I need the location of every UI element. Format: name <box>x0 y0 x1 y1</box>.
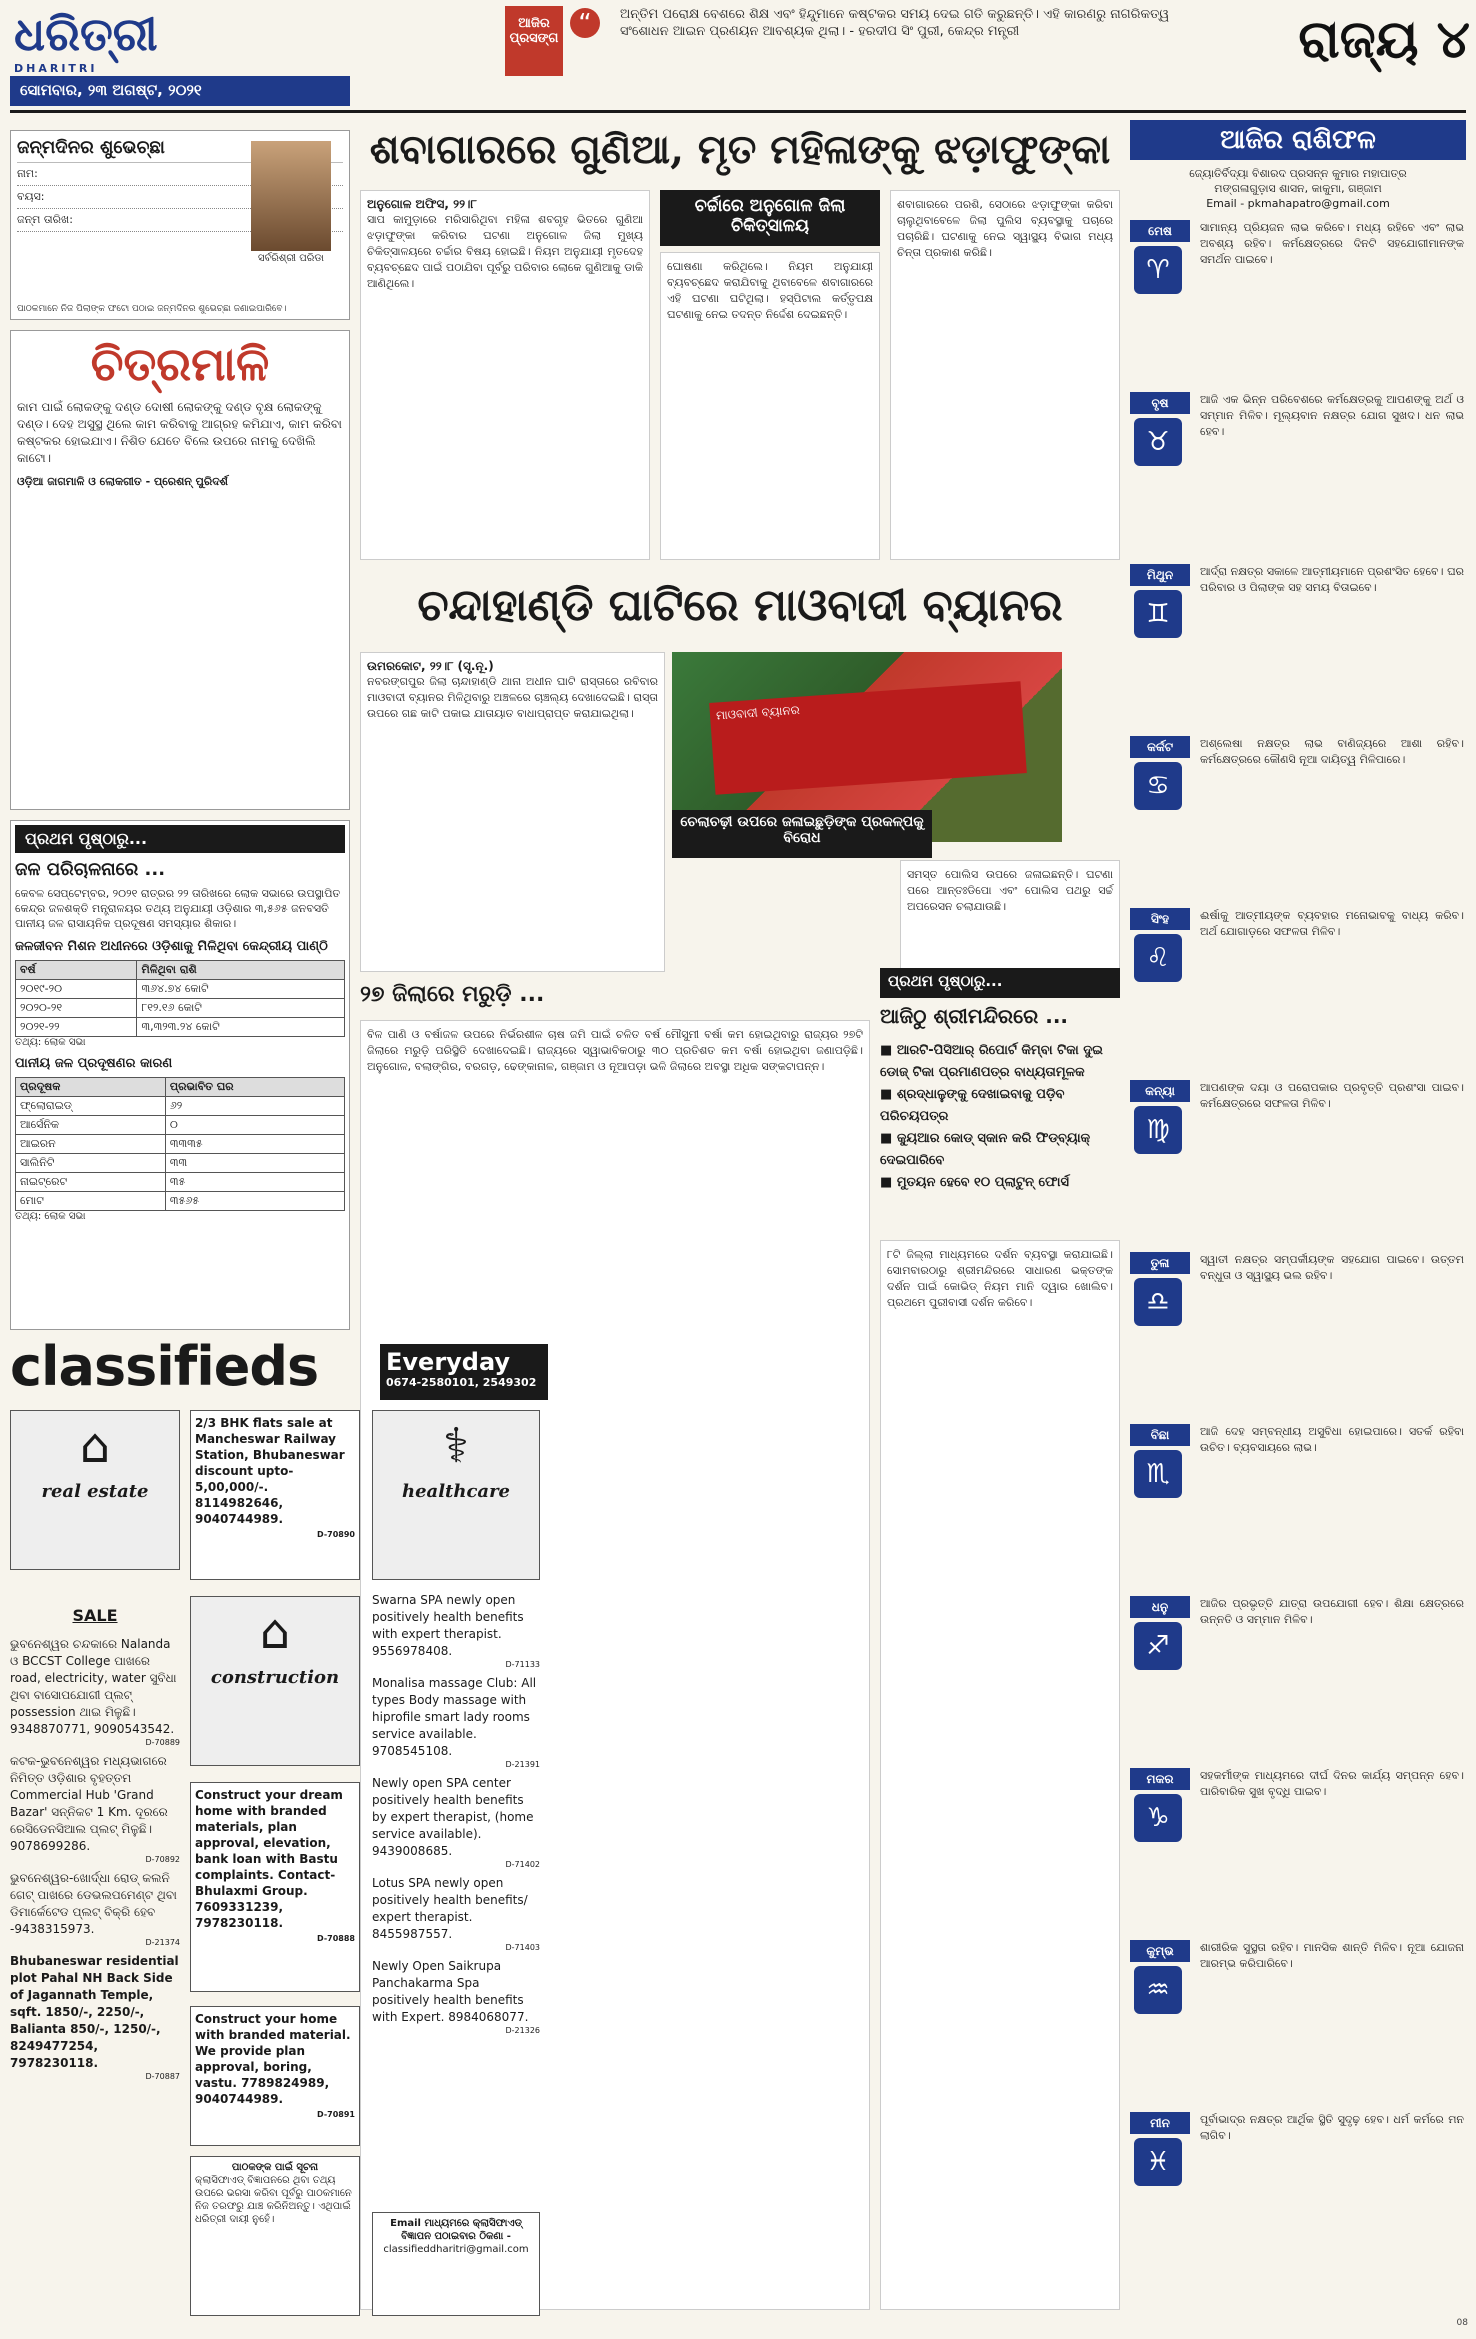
sign-label: କର୍କଟ <box>1130 736 1190 758</box>
ad-code: D-70889 <box>145 1738 180 1747</box>
story1-col3 <box>890 190 1120 560</box>
sign-text: ଆଜି ଦେହ ସମ୍ବନ୍ଧୀୟ ଅସୁବିଧା ହୋଇପାରେ। ସତର୍କ ରହିବା ଉଚିତ। ବ୍ୟବସାୟରେ ଲାଭ। <box>1200 1425 1464 1454</box>
sign-label: ମିଥୁନ <box>1130 564 1190 586</box>
sign-text: ଈର୍ଷାକୁ ଆତ୍ମୀୟଙ୍କ ବ୍ୟବହାର ମନୋଭାବକୁ ବାଧ୍ୟ କରିବ। ଅର୍ଥ ଯୋଗାଡ଼ରେ ସଫଳତା ମିଳିବ। <box>1200 909 1464 938</box>
left-story-title: ଜଳ ପରିଚାଳନାରେ ... <box>15 859 166 880</box>
house-icon: ⌂ <box>79 1418 111 1474</box>
notice-title: ପାଠକଙ୍କ ପାଇଁ ସୂଚନା <box>231 2162 319 2173</box>
sale-label: SALE <box>72 1606 118 1625</box>
ad-item: କଟକ-ଭୁବନେଶ୍ୱର ମଧ୍ୟଭାଗରେ ନିମିତ୍ତ ଓଡ଼ିଶାର ବୃହତ୍ତମ Commercial Hub 'Grand Bazar' ସନ୍ନିକଟ 1 Km. ଦୂରରେ ରେସିଡେନସିଆଲ ପ୍ଲଟ୍ ମିଳୁଛି। 9078699286. <box>10 1754 168 1853</box>
cell: ଆଇରନ <box>16 1135 166 1154</box>
sign-item <box>1130 1940 1466 2104</box>
ad-code: D-71403 <box>505 1943 540 1952</box>
ad-code: D-70892 <box>145 1855 180 1864</box>
quote-text: ଅନ୍ତିମ ପରୋକ୍ଷ ବେଶରେ ଶିକ୍ଷ ଏବଂ ହିନ୍ଦୁମାନେ କଷ୍ଟକର ସମୟ ଦେଇ ଗତି କରୁଛନ୍ତି। ଏହି କାରଣରୁ ନାଗରିକତ୍ୱ ସଂଶୋଧନ ଆଇନ ପ୍ରଣୟନ ଆବଶ୍ୟକ ଥିଲା। - ହରଦୀପ ସିଂ ପୁରୀ, କେନ୍ଦ୍ର ମନ୍ତ୍ରୀ <box>620 7 1170 39</box>
zodiac-icon: ♏ <box>1134 1450 1182 1498</box>
table-row <box>16 1097 345 1116</box>
story4-label: ପ୍ରଥମ ପୃଷ୍ଠାରୁ... <box>880 968 1120 998</box>
horoscope-column <box>1130 120 1466 2320</box>
page-number: 08 <box>1456 2318 1468 2328</box>
email-box <box>372 2212 540 2316</box>
left-story <box>10 820 350 1330</box>
ad-construct-2 <box>190 2006 360 2146</box>
story2-col1 <box>360 652 665 972</box>
birthday-field-dob: ଜନ୍ମ ତାରିଖ: <box>17 213 343 232</box>
sign-item <box>1130 736 1466 900</box>
table2-head-count: ପ୍ରଭାବିତ ଘର <box>165 1078 344 1097</box>
sign-item <box>1130 2112 1466 2276</box>
masthead-rule <box>10 110 1466 113</box>
story2-dateline: ଉମରକୋଟ, ୨୨।୮ (ସୃ.ନୂ.) <box>367 659 494 673</box>
funds-table <box>15 960 345 1037</box>
birthday-card <box>10 130 350 320</box>
ad-code: D-21391 <box>505 1760 540 1769</box>
photo-label: ସର୍ବରିଶ୍ରୀ ପରିଡା <box>257 253 325 264</box>
story2-col3 <box>900 860 1120 972</box>
construction-label: construction <box>210 1667 340 1688</box>
table1-source: ତଥ୍ୟ: ଲୋକ ସଭା <box>15 1037 86 1048</box>
cell: ୨୦୨୦-୨୧ <box>16 999 137 1018</box>
sign-item <box>1130 1424 1466 1588</box>
sign-label: କୁମ୍ଭ <box>1130 1940 1190 1962</box>
everyday-label: Everyday <box>386 1348 511 1376</box>
ad-code: D-21374 <box>145 1938 180 1947</box>
story2-col3-text: ସମସ୍ତ ପୋଲିସ ଉପରେ ଜଳାଇଛନ୍ତି। ଘଟଣା ପରେ ଆନ୍ତଃଡିପୋ ଏବଂ ପୋଲିସ ପଥରୁ ସର୍ଚ୍ଚ ଅପରେସନ ଚଲାଯାଉଛି। <box>907 868 1113 913</box>
story1-col2 <box>660 252 880 560</box>
cell: ୨୦୧୯-୨୦ <box>16 980 137 999</box>
table-row <box>16 1192 345 1211</box>
ads-col1 <box>10 1636 180 2316</box>
sign-text: ଅଶ୍ଲେଷା ନକ୍ଷତ୍ର ଲାଭ ବାଣିଜ୍ୟରେ ଆଶା ରହିବ। କର୍ମକ୍ଷେତ୍ରରେ କୌଣସି ନୂଆ ଦାୟିତ୍ୱ ମିଳିପାରେ। <box>1200 737 1464 766</box>
cell: ଆର୍ସେନିକ <box>16 1116 166 1135</box>
sign-item <box>1130 1768 1466 1932</box>
story4-bullets <box>880 1040 1120 1230</box>
sign-label: ଧନୁ <box>1130 1596 1190 1618</box>
cell: ୩,୩୨୩.୨୪ କୋଟି <box>137 1018 345 1037</box>
cell: ୨୦୨୧-୨୨ <box>16 1018 137 1037</box>
sign-label: ସିଂହ <box>1130 908 1190 930</box>
email-address[interactable]: classifieddharitri@gmail.com <box>383 2244 529 2255</box>
ad-text: Construct your home with branded material. We provide plan approval, boring, vastu. 7789824989, 9040744989. <box>195 2012 351 2106</box>
table2-head-pollutant: ପ୍ରଦୂଷକ <box>16 1078 166 1097</box>
logo-sub: DHARITRI <box>14 62 98 75</box>
cell: ୮୧୨.୧୬ କୋଟି <box>137 999 345 1018</box>
quote-icon: “ <box>570 8 600 38</box>
zodiac-icon: ♓ <box>1134 2138 1182 2186</box>
zodiac-icon: ♉ <box>1134 418 1182 466</box>
table-row <box>16 1154 345 1173</box>
birthday-note: ପାଠକମାନେ ନିଜ ପିଲାଙ୍କ ଫଟୋ ପଠାଇ ଜନ୍ମଦିନର ଶୁଭେଚ୍ଛା ଜଣାଇପାରିବେ। <box>17 304 287 314</box>
page-label: ରାଜ୍ୟ ୪ <box>1298 9 1470 70</box>
quote-tag: ଆଜିର ପ୍ରସଙ୍ଗ <box>505 6 563 76</box>
cell: ୦ <box>165 1116 344 1135</box>
pollution-table <box>15 1077 345 1211</box>
story3-text: ବିଳ ପାଣି ଓ ବର୍ଷାଜଳ ଉପରେ ନିର୍ଭରଶୀଳ ଚାଷ ଜମି ପାଇଁ ଚଳିତ ବର୍ଷ ମୌସୁମୀ ବର୍ଷା କମ ହୋଇଥିବାରୁ ରାଜ୍ୟର ୨୭ଟି ଜିଲାରେ ମରୁଡ଼ି ପରିସ୍ଥିତି ଦେଖାଦେଇଛି। ରାଜ୍ୟରେ ସ୍ୱାଭାବିକଠାରୁ ୩୦ ପ୍ରତିଶତ କମ ବର୍ଷା ହୋଇଥିବା ଜଣାପଡ଼ିଛି। ଅନୁଗୋଳ, ବଲାଙ୍ଗିର, ବରଗଡ଼, ଢେଙ୍କାନାଳ, ଗଞ୍ଜାମ ଓ ନୂଆପଡ଼ା ଭଳି ଜିଲାରେ ଅବସ୍ଥା ଅଧିକ ସଙ୍କଟାପନ୍ନ। <box>367 1028 863 1073</box>
sign-text: ସାମାନ୍ୟ ପ୍ରିୟଜନ ଲାଭ କରିବେ। ମଧ୍ୟ ରହିବେ ଏବଂ ଲାଭ ଅବଶ୍ୟ ରହିବ। କର୍ମକ୍ଷେତ୍ରରେ ଦିନଟି ସହଯୋଗୀମାନଙ୍କ ସମର୍ଥନ ପାଇବେ। <box>1200 221 1464 266</box>
ad-code: D-70887 <box>145 2072 180 2081</box>
left-story-body: କେବଳ ସେପ୍ଟେମ୍ବର, ୨୦୨୧ ରାତ୍ରର ୨୨ ତାରିଖରେ ଲୋକ ସଭାରେ ଉପସ୍ଥାପିତ କେନ୍ଦ୍ର ଜଳଶକ୍ତି ମନ୍ତ୍ରାଳୟର ତଥ୍ୟ ଅନୁଯାୟୀ ଓଡ଼ିଶାର ୩,୫୬୫ ଜନବସତି ପାନୀୟ ଜଳ ରାସାୟନିକ ପ୍ରଦୂଷଣ ସମସ୍ୟାର ଶିକାର। <box>15 887 341 930</box>
story4-title: ଆଜିଠୁ ଶ୍ରୀମନ୍ଦିରରେ ... <box>880 1004 1069 1028</box>
birthday-field-name: ନାମ: <box>17 167 343 186</box>
reader-notice <box>190 2156 360 2316</box>
sign-label: ମୀନ <box>1130 2112 1190 2134</box>
ad-code: D-70891 <box>317 2110 355 2119</box>
sign-text: ଶାରୀରିକ ସୁସ୍ଥତା ରହିବ। ମାନସିକ ଶାନ୍ତି ମିଳିବ। ନୂଆ ଯୋଜନା ଆରମ୍ଭ କରିପାରିବେ। <box>1200 1941 1464 1970</box>
ad-item: Monalisa massage Club: All types Body massage with hiprofile smart lady rooms service available. 9708545108. <box>372 1676 537 1758</box>
ad-construct-1 <box>190 1782 360 1992</box>
real-estate-tile <box>10 1410 180 1570</box>
story1-subhead: ଚର୍ଚ୍ଚାରେ ଅନୁଗୋଳ ଜିଲା ଚିକିତ୍ସାଳୟ <box>660 190 880 246</box>
zodiac-icon: ♐ <box>1134 1622 1182 1670</box>
table2-source: ତଥ୍ୟ: ଲୋକ ସଭା <box>15 1211 86 1222</box>
healthcare-tile <box>372 1410 540 1580</box>
cell: ୩୫୬୫ <box>165 1192 344 1211</box>
sign-item <box>1130 1252 1466 1416</box>
zodiac-icon: ♊ <box>1134 590 1182 638</box>
zodiac-icon: ♎ <box>1134 1278 1182 1326</box>
story1-col1-text: ସାପ କାମୁଡ଼ାରେ ମରିସାରିଥିବା ମହିଳା ଶବଗୃହ ଭିତରେ ଗୁଣିଆ ଝଡ଼ାଫୁଙ୍କା କରିବାର ଘଟଣା ଅନୁଗୋଳ ଜିଲା ମୁଖ୍ୟ ଚିକିତ୍ସାଳୟରେ ଚର୍ଚ୍ଚାର ବିଷୟ ହୋଇଛି। ନିୟମ ଅନୁଯାୟୀ ମୃତଦେହ ବ୍ୟବଚ୍ଛେଦ ପାଇଁ ପଠାଯିବା ପୂର୍ବରୁ ପରିବାର ଲୋକେ ଗୁଣିଆକୁ ଡାକି ଆଣିଥିଲେ। <box>367 213 643 290</box>
story2-col1-text: ନବରଙ୍ଗପୁର ଜିଲା ଚାନ୍ଦାହାଣ୍ଡି ଥାନା ଅଧୀନ ଘାଟି ରାସ୍ତାରେ ରବିବାର ମାଓବାଦୀ ବ୍ୟାନର ମିଳିଥିବାରୁ ଅଞ୍ଚଳରେ ଚାଞ୍ଚଲ୍ୟ ଦେଖାଦେଇଛି। ରାସ୍ତା ଉପରେ ଗଛ କାଟି ପକାଇ ଯାତାୟାତ ବାଧାପ୍ରାପ୍ତ କରାଯାଇଥିଲା। <box>367 675 658 720</box>
table2-title: ପାନୀୟ ଜଳ ପ୍ରଦୂଷଣର କାରଣ <box>15 1056 173 1071</box>
sign-label: ବିଛା <box>1130 1424 1190 1446</box>
sign-item <box>1130 1596 1466 1760</box>
story1-col2-text: ଘୋଷଣା କରିଥିଲେ। ନିୟମ ଅନୁଯାୟୀ ବ୍ୟବଚ୍ଛେଦ କରାଯିବାକୁ ଥିବାବେଳେ ଶବାଗାରରେ ଏହି ଘଟଣା ଘଟିଥିଲା। ହସ୍ପିଟାଲ କର୍ତ୍ତୃପକ୍ଷ ଘଟଣାକୁ ନେଇ ତଦନ୍ତ ନିର୍ଦ୍ଦେଶ ଦେଇଛନ୍ତି। <box>667 260 873 321</box>
sign-item <box>1130 908 1466 1072</box>
cell: ଫ୍ଲୋରାଇଡ୍ <box>16 1097 166 1116</box>
classifieds-everyday <box>380 1344 548 1400</box>
story4-body <box>880 1240 1120 2310</box>
logo-name: ଧରିତ୍ରୀ <box>14 7 158 61</box>
bullet-item: ■ ଆରଟି-ପିସିଆର୍ ରିପୋର୍ଟ କିମ୍ବା ଟିକା ଦୁଇ ଡୋଜ୍ ଟିକା ପ୍ରମାଣପତ୍ର ବାଧ୍ୟତାମୂଳକ <box>880 1040 1120 1084</box>
sign-item <box>1130 220 1466 384</box>
cell: ୩୩୩୫ <box>165 1135 344 1154</box>
email-title: Email ମାଧ୍ୟମରେ କ୍ଲାସିଫାଏଡ୍ ବିଜ୍ଞାପନ ପଠାଇବାର ଠିକଣା - <box>390 2218 522 2242</box>
bullet-item: ■ ଶ୍ରଦ୍ଧାଳୁଙ୍କୁ ଦେଖାଇବାକୁ ପଡ଼ିବ ପରିଚୟପତ୍ର <box>880 1084 1120 1128</box>
sign-text: ଆଜିର ପ୍ରଭୃତ୍ତି ଯାତ୍ରା ଉପଯୋଗୀ ହେବ। ଶିକ୍ଷା କ୍ଷେତ୍ରରେ ଉନ୍ନତି ଓ ସମ୍ମାନ ମିଳିବ। <box>1200 1597 1464 1626</box>
table-row <box>16 1018 345 1037</box>
story1-dateline: ଅନୁଗୋଳ ଅଫିସ, ୨୨।୮ <box>367 197 477 211</box>
ad-code: D-70890 <box>317 1530 355 1539</box>
sign-item <box>1130 564 1466 728</box>
bullet-item: ■ ମୁତୟନ ହେବେ ୧୦ ପ୍ଲାଟୁନ୍ ଫୋର୍ସ <box>880 1172 1120 1194</box>
ad-flats <box>190 1410 360 1580</box>
sign-label: ତୁଳା <box>1130 1252 1190 1274</box>
zodiac-icon: ♋ <box>1134 762 1182 810</box>
ad-item: ଭୁବନେଶ୍ୱର ଚନ୍ଦକାରେ Nalanda ଓ BCCST College ପାଖରେ road, electricity, water ସୁବିଧା ଥିବା ବାସୋପଯୋଗୀ ପ୍ଲଟ୍ possession ଥାଇ ମିଳୁଛି। 9348870771, 9090543542. <box>10 1637 177 1736</box>
table-row <box>16 1116 345 1135</box>
satire-text: କାମ ପାଇଁ ଲୋକଙ୍କୁ ଦଣ୍ଡ ଦୋଷୀ ଲୋକଙ୍କୁ ଦଣ୍ଡ ବୃକ୍ଷ ଲୋକଙ୍କୁ ଦଣ୍ଡ। ଦେହ ଅସୁସ୍ଥ ଥିଲେ କାମ କରିବାକୁ ଆଗ୍ରହ କମିଯାଏ, କାମ କରିବା କଷ୍ଟକର ହୋଇଯାଏ। ନିଶିତ ଯେତେ ବିଲେ ଉପରେ ନାମକୁ ଦେଖିଲି କାଟୋ। <box>17 400 342 465</box>
cell: ମୋଟ <box>16 1192 166 1211</box>
child-photo <box>251 141 331 251</box>
table-row <box>16 1135 345 1154</box>
birthday-title: ଜନ୍ମଦିନର ଶୁଭେଚ୍ଛା <box>17 137 343 163</box>
zodiac-icon: ♌ <box>1134 934 1182 982</box>
zodiac-icon: ♑ <box>1134 1794 1182 1842</box>
ad-code: D-71402 <box>505 1860 540 1869</box>
zodiac-icon: ♒ <box>1134 1966 1182 2014</box>
cell: ୩୩ <box>165 1154 344 1173</box>
cell: ସାଲିନିଟି <box>16 1154 166 1173</box>
classified-phone: 0674-2580101, 2549302 <box>386 1376 537 1389</box>
story1-col1 <box>360 190 650 560</box>
ad-item: Newly Open Saikrupa Panchakarma Spa positively health benefits with Expert. 8984068077. <box>372 1959 529 2024</box>
cell: ୩୫ <box>165 1173 344 1192</box>
sign-label: ମକର <box>1130 1768 1190 1790</box>
ad-code: D-21326 <box>505 2026 540 2035</box>
cell: ୬୨ <box>165 1097 344 1116</box>
notice-text: କ୍ଲାସିଫାଏଡ୍ ବିଜ୍ଞାପନରେ ଥିବା ତଥ୍ୟ ଉପରେ ଭରସା କରିବା ପୂର୍ବରୁ ପାଠକମାନେ ନିଜ ତରଫରୁ ଯାଞ୍ଚ କରିନିଅନ୍ତୁ। ଏଥିପାଇଁ ଧରିତ୍ରୀ ଦାୟୀ ନୁହେଁ। <box>195 2175 352 2225</box>
bullet-item: ■ କ୍ୟୁଆର କୋଡ୍ ସ୍କାନ କରି ଫିଡ୍‌ବ୍ୟାକ୍ ଦେଇପାରିବେ <box>880 1128 1120 1172</box>
table1-title: ଜଳଜୀବନ ମିଶନ ଅଧୀନରେ ଓଡ଼ିଶାକୁ ମିଳିଥିବା କେନ୍ଦ୍ରୀୟ ପାଣ୍ଠି <box>15 939 328 954</box>
ad-text: Construct your dream home with branded materials, plan approval, elevation, bank loan with Bastu complaints. Contact- Bhulaxmi Group. 7609331239, 7978230118. <box>195 1788 343 1930</box>
sign-text: ଆପଣଙ୍କ ଦୟା ଓ ପରୋପକାର ପ୍ରବୃତ୍ତି ପ୍ରଶଂସା ପାଇବ। କର୍ମକ୍ଷେତ୍ରରେ ସଫଳତା ମିଳିବ। <box>1200 1081 1464 1110</box>
ad-item: Swarna SPA newly open positively health benefits with expert therapist. 9556978408. <box>372 1593 524 1658</box>
ad-text: 2/3 BHK flats sale at Mancheswar Railway Station, Bhubaneswar discount upto- 5,00,000/-. 8114982646, 9040744989. <box>195 1416 345 1526</box>
cell: ନାଇଟ୍ରେଟ <box>16 1173 166 1192</box>
table-row <box>16 999 345 1018</box>
stethoscope-icon: ⚕ <box>443 1418 469 1474</box>
zodiac-icon: ♍ <box>1134 1106 1182 1154</box>
story4-text: ୮ଟି ଜିଲ୍ଲା ମାଧ୍ୟମରେ ଦର୍ଶନ ବ୍ୟବସ୍ଥା କରାଯାଇଛି। ସୋମବାରଠାରୁ ଶ୍ରୀମନ୍ଦିରରେ ସାଧାରଣ ଭକ୍ତଙ୍କ ଦର୍ଶନ ପାଇଁ କୋଭିଡ୍ ନିୟମ ମାନି ଦ୍ୱାର ଖୋଲିବ। ପ୍ରଥମେ ପୁରୀବାସୀ ଦର୍ଶନ କରିବେ। <box>887 1248 1113 1309</box>
sign-item <box>1130 1080 1466 1244</box>
sign-label: ମେଷ <box>1130 220 1190 242</box>
photo-caption: ଚେଲାଚଢ଼ୀ ଉପରେ ଜଳାଇଛୁଡ଼ିଙ୍କ ପ୍ରକଳ୍ପକୁ ବିରୋଧ <box>672 810 932 858</box>
birthday-field-age: ବୟସ: <box>17 190 343 209</box>
satire-byline: ଓଡ଼ିଆ ଜାଗମାଳି ଓ ଲୋକଗୀତ - ପ୍ରେଶନ୍ ପୁରିଦର୍ଶ <box>17 475 228 488</box>
story3-title: ୨୭ ଜିଲାରେ ମରୁଡ଼ି ... <box>360 982 545 1007</box>
front-page-label: ପ୍ରଥମ ପୃଷ୍ଠାରୁ... <box>15 825 345 853</box>
sign-text: ଆଜି ଏକ ଭିନ୍ନ ପରିବେଶରେ କର୍ମକ୍ଷେତ୍ରକୁ ଆପଣଙ୍କୁ ଅର୍ଥ ଓ ସମ୍ମାନ ମିଳିବ। ମୂଲ୍ୟବାନ ନକ୍ଷତ୍ର ଯୋଗ ସୁଖଦ। ଧନ ଲାଭ ହେବ। <box>1200 393 1464 438</box>
sign-label: ବୃଷ <box>1130 392 1190 414</box>
table1-head-amount: ମିଳିଥିବା ରାଶି <box>137 961 345 980</box>
table1-head-year: ବର୍ଷ <box>16 961 137 980</box>
sign-text: ଆର୍ଦ୍ରା ନକ୍ଷତ୍ର ସକାଳେ ଆତ୍ମୀୟମାନେ ପ୍ରଶଂସିତ ହେବେ। ଘର ପରିବାର ଓ ପିଲାଙ୍କ ସହ ସମୟ ବିତାଇବେ। <box>1200 565 1464 594</box>
ad-code: D-71133 <box>505 1660 540 1669</box>
ad-item: Bhubaneswar residential plot Pahal NH Back Side of Jagannath Temple, sqft. 1850/-, 2250/-, Balianta 850/-, 1250/-, 8249477254, 7978230118. <box>10 1954 179 2070</box>
headline-maoist: ଚନ୍ଦାହାଣ୍ଡି ଘାଟିରେ ମାଓବାଦୀ ବ୍ୟାନର <box>417 580 1063 631</box>
classifieds-title: classifieds <box>10 1335 319 1398</box>
table-row <box>16 980 345 999</box>
sign-text: ପୂର୍ବାଭାଦ୍ର ନକ୍ଷତ୍ର ଆର୍ଥିକ ସ୍ଥିତି ସୁଦୃଢ଼ ହେବ। ଧର୍ମ କର୍ମରେ ମନ ଲାଗିବ। <box>1200 2113 1464 2142</box>
astrologer-info: ଜ୍ୟୋତିର୍ବିଦ୍ୟା ବିଶାରଦ ପ୍ରସନ୍ନ କୁମାର ମହାପାତ୍ର ମଙ୍ଗଳାଗୁଡ଼ାସ ଶାସନ, କାକୁମା, ଗଞ୍ଜାମ Email - pkmahapatro@gmail.com <box>1189 167 1407 210</box>
crane-icon: ⌂ <box>259 1604 291 1660</box>
sign-item <box>1130 392 1466 556</box>
real-estate-label: real estate <box>41 1481 149 1502</box>
sign-text: ସ୍ୱାତୀ ନକ୍ଷତ୍ର ସମ୍ପର୍କୀୟଙ୍କ ସହଯୋଗ ପାଇବେ। ଉତ୍ତମ ବନ୍ଧୁତା ଓ ସ୍ୱାସ୍ଥ୍ୟ ଭଲ ରହିବ। <box>1200 1253 1464 1282</box>
sign-text: ସହକର୍ମୀଙ୍କ ମାଧ୍ୟମରେ ଦୀର୍ଘ ଦିନର କାର୍ଯ୍ୟ ସମ୍ପନ୍ନ ହେବ। ପାରିବାରିକ ସୁଖ ବୃଦ୍ଧି ପାଇବ। <box>1200 1769 1464 1798</box>
satire-box <box>10 330 350 810</box>
construction-tile <box>190 1596 360 1766</box>
ad-item: Newly open SPA center positively health benefits by expert therapist, (home service available). 9439008685. <box>372 1776 534 1858</box>
ad-item: Lotus SPA newly open positively health benefits/ expert therapist. 8455987557. <box>372 1876 528 1941</box>
sign-label: କନ୍ୟା <box>1130 1080 1190 1102</box>
healthcare-label: healthcare <box>402 1481 510 1502</box>
banner-cloth: ମାଓବାଦୀ ବ୍ୟାନର <box>709 681 1027 795</box>
ads-col3 <box>372 1592 540 2202</box>
cell: ୩୬୪.୭୪ କୋଟି <box>137 980 345 999</box>
table-row <box>16 1173 345 1192</box>
ad-item: ଭୁବନେଶ୍ୱର-ଖୋର୍ଦ୍ଧା ରୋଡ୍ କଲନି ଗେଟ୍ ପାଖରେ ଡେଭଲପମେଣ୍ଟ ଥିବା ଡିମାର୍କେଟେଡ ପ୍ଲଟ୍ ବିକ୍ରି ହେବ -9438315973. <box>10 1871 177 1936</box>
story1-col3-text: ଶବାଗାରରେ ପରଶି, ସେଠାରେ ଝଡ଼ାଫୁଙ୍କା କରିବା ଚାଲୁଥିବାବେଳେ ଜିଲା ପୁଲିସ ବ୍ୟବସ୍ଥାକୁ ପଚାରେ ପଚାରିଛି। ଘଟଣାକୁ ନେଇ ସ୍ୱାସ୍ଥ୍ୟ ବିଭାଗ ମଧ୍ୟ ଚିନ୍ତା ପ୍ରକାଶ କରିଛି। <box>897 198 1113 259</box>
satire-title: ଚିତ୍ରମାଳି <box>90 337 270 391</box>
edition-date: ସୋମବାର, ୨୩ ଅଗଷ୍ଟ, ୨୦୨୧ <box>10 76 350 106</box>
zodiac-icon: ♈ <box>1134 246 1182 294</box>
headline-morgue: ଶବାଗାରରେ ଗୁଣିଆ, ମୃତ ମହିଳାଙ୍କୁ ଝଡ଼ାଫୁଙ୍କା <box>369 126 1111 173</box>
horoscope-title: ଆଜିର ରାଶିଫଳ <box>1130 120 1466 160</box>
ad-code: D-70888 <box>317 1934 355 1943</box>
